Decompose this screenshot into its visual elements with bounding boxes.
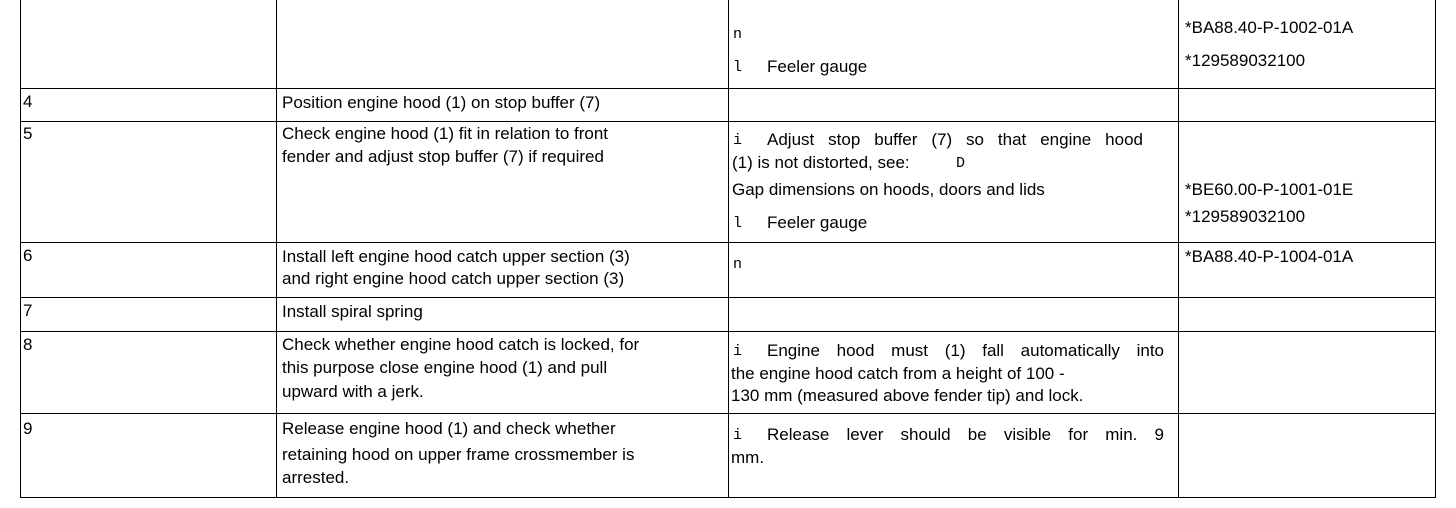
note-text: 130 mm (measured above fender tip) and lock.	[731, 386, 1084, 405]
note-symbol: l	[733, 59, 743, 76]
action-text: upward with a jerk.	[282, 382, 424, 401]
reference-link[interactable]: *129589032100	[1185, 51, 1306, 70]
note-text: the engine hood catch from a height of 100 -	[731, 364, 1065, 383]
note-text: (1) is not distorted, see:	[732, 153, 910, 172]
notes-cell	[728, 332, 1178, 414]
step-number: 8	[23, 335, 33, 354]
action-text: fender and adjust stop buffer (7) if required	[282, 147, 604, 166]
action-text: this purpose close engine hood (1) and pull	[282, 358, 608, 377]
notes-cell	[728, 298, 1178, 332]
note-symbol: n	[733, 26, 743, 43]
action-cell	[276, 243, 728, 298]
table-row	[20, 88, 1436, 122]
action-cell	[276, 414, 728, 498]
action-cell	[276, 0, 728, 88]
step-number: 6	[23, 246, 33, 265]
reference-cell	[1178, 414, 1436, 498]
action-text: Check whether engine hood catch is locked, for	[282, 335, 640, 354]
reference-cell	[1178, 332, 1436, 414]
table-row	[20, 121, 1436, 243]
step-number: 9	[23, 419, 33, 438]
step-number-cell	[20, 122, 276, 243]
table-row	[20, 242, 1436, 298]
action-cell	[276, 122, 728, 243]
action-text: arrested.	[282, 468, 350, 487]
table-row	[20, 413, 1436, 498]
note-symbol: l	[733, 215, 743, 232]
note-symbol: n	[733, 256, 743, 273]
reference-cell	[1178, 0, 1436, 88]
table-row	[20, 331, 1436, 414]
step-number: 5	[23, 124, 33, 143]
step-number-cell	[20, 89, 276, 122]
notes-cell	[728, 243, 1178, 298]
reference-cell	[1178, 122, 1436, 243]
action-cell	[276, 298, 728, 332]
step-number-cell	[20, 332, 276, 414]
table-row	[20, 0, 1436, 88]
note-text: Feeler gauge	[767, 213, 868, 232]
reference-link[interactable]: *BE60.00-P-1001-01E	[1185, 180, 1354, 199]
step-number: 4	[23, 92, 33, 111]
reference-cell	[1178, 243, 1436, 298]
info-icon: i	[733, 343, 743, 360]
notes-cell	[728, 89, 1178, 122]
reference-cell	[1178, 298, 1436, 332]
action-text: Check engine hood (1) fit in relation to front	[282, 124, 609, 143]
action-text: Release engine hood (1) and check whether	[282, 419, 616, 438]
action-text: and right engine hood catch upper section (3)	[282, 269, 625, 288]
note-text: Feeler gauge	[767, 57, 868, 76]
table-row	[20, 297, 1436, 332]
action-cell	[276, 332, 728, 414]
note-text: Release lever should be visible for min. 9	[767, 425, 1164, 444]
action-text: Install left engine hood catch upper section (3)	[282, 247, 630, 266]
note-text: mm.	[731, 448, 765, 467]
step-number-cell	[20, 414, 276, 498]
notes-cell	[728, 0, 1178, 88]
action-text: Install spiral spring	[282, 302, 423, 321]
reference-link[interactable]: *129589032100	[1185, 207, 1306, 226]
action-text: retaining hood on upper frame crossmember is	[282, 445, 635, 464]
note-text: Adjust stop buffer (7) so that engine hood	[767, 130, 1143, 149]
action-cell	[276, 89, 728, 122]
reference-link[interactable]: *BA88.40-P-1004-01A	[1185, 247, 1354, 266]
step-number-cell	[20, 243, 276, 298]
action-text: Position engine hood (1) on stop buffer (7)	[282, 93, 601, 112]
step-number-cell	[20, 0, 276, 88]
reference-link[interactable]: *BA88.40-P-1002-01A	[1185, 18, 1354, 37]
document-link-icon[interactable]: D	[956, 155, 966, 172]
reference-cell	[1178, 89, 1436, 122]
info-icon: i	[733, 132, 743, 149]
info-icon: i	[733, 427, 743, 444]
notes-cell	[728, 414, 1178, 498]
notes-cell	[728, 122, 1178, 243]
table-bottom-border	[20, 497, 1436, 498]
note-text: Gap dimensions on hoods, doors and lids	[732, 180, 1045, 199]
note-text: Engine hood must (1) fall automatically into	[767, 341, 1164, 360]
work-steps-table	[20, 0, 1436, 498]
step-number-cell	[20, 298, 276, 332]
step-number: 7	[23, 301, 33, 320]
